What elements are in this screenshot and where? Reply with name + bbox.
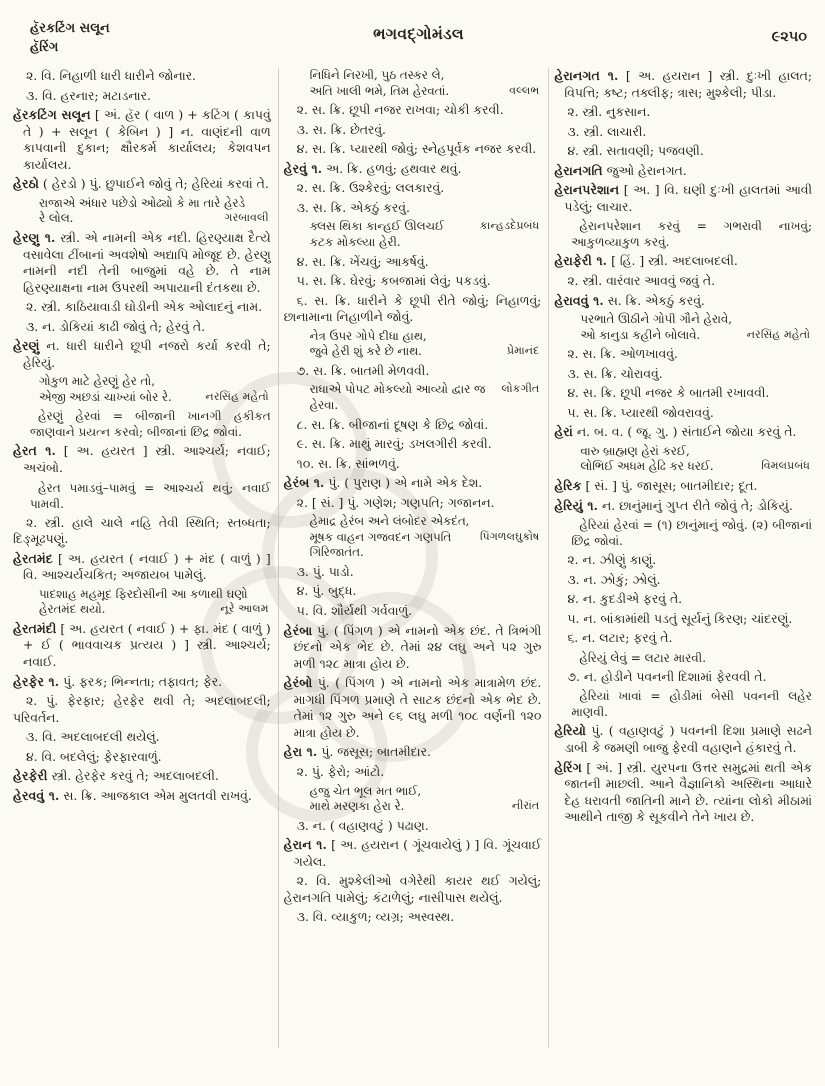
quote-line: નૂરે આલમ હેરતમંદ થયો. [39,602,269,617]
verse-quote [554,444,812,475]
quote-attribution: ગરબાવલી [224,211,269,225]
dictionary-entry: હૅરકટિંગ સલૂન [ અં. હૅર ( વાળ ) + કટિંગ ( કાપવું તે ) + સલૂન ( કેબિન ) ] ન. વાણંદની વાળ કાપવાની દુકાન; ક્ષૌરકર્મ કાર્યાલય; કેશવપન કાર્યાલય. [13,107,271,172]
quote-attribution: નૂરે આલમ [220,602,269,616]
sense-line: ૫. ન. બાંકામાંથી પડતું સૂર્યનું કિરણ; ચાંદરણું. [567,610,793,626]
verse-quote [13,374,271,405]
headword: હેરંબો [283,675,313,691]
headword: હેરાનપરેશાન [554,182,620,198]
sense-line: ૨. સ્ત્રી. નુકસાન. [567,104,651,120]
quote-line: ગરબાવલી રે લોલ. [39,211,269,226]
quote-line: રાજાએ અંધાર પછેડો ઓઢ્યો કે મા તારે હેરડે [39,195,245,210]
sense-line: ૩. વિ. વ્યાકુળ; વ્યગ્ર; અસ્વસ્થ. [296,909,455,925]
text-columns [8,66,819,1082]
headword: હેરાં [554,424,573,440]
quote-line: પરભાતે ઊઠીને ગોપી ગૌને હેરાવે, [580,312,732,327]
quote-attribution: નરસિંહ મહેતો [746,327,811,341]
sense-line: ૩. ન. ઝોકું; ઝોલું. [567,571,661,587]
headword: હેરાન ૧. [283,837,327,853]
sense-line: ૨. સ. ક્રિ. ઓળખાવવું. [567,346,678,362]
sense-line: ૩. સ્ત્રી. લાચારી. [567,123,647,139]
dictionary-entry: હેરવવું ૧. સ. ક્રિ. આજકાલ એમ મુલતવી રાખવું. [13,787,252,803]
running-head-last-entry: હૅરિંગ [30,39,59,55]
sense-line: ૪. સ. ક્રિ. છૂપી નજર કે બાતમી રખાવવી. [567,385,770,401]
sense-line: ૩. વિ. હરનાર; મટાડનાર. [26,87,151,103]
quote-line: પ્રેમાનંદ જુવે હેરી શું કરે છે નાથ. [309,344,540,359]
quote-line: વલ્લભ અતિ ખાલી ભમે, તિમ હેરવતાં. [309,83,540,98]
dictionary-entry: હેરાનગત ૧. [ અ. હયરાન ] સ્ત્રી. દુઃખી હાલત; વિપત્તિ; કષ્ટ; તક્લીફ; ત્રાસ; મુશ્કેલી; પીડા. [554,68,813,100]
quote-attribution: કાન્હડદેપ્રબંધ [479,219,540,233]
sense-line: ૨. સ. ક્રિ. છૂપી નજર રાખવા; ચોકી કરવી. [296,102,504,118]
verse-quote [284,784,542,815]
headword: હેરંબા [283,622,313,638]
dictionary-entry: હેરંબા પું. ( પિંગળ ) એ નામનો એક છંદ. તે ત્રિભંગી છંદનો એક ભેદ છે. તેમાં ૨૪ લઘુ અને ૫૨ ગુરુ મળી ૧૨૮ માત્રા હોય છે. [283,622,542,671]
headword: હેરિયું ૧. [554,497,599,513]
headword: હેરતમંદી [13,620,57,636]
dictionary-entry: હેરફેરી સ્ત્રી. હેરફેર કરવું તે; અદલાબદલી. [13,768,219,784]
dictionary-entry: હેરતમંદ [ અ. હયરત ( નવાઈ ) + મંદ ( વાળું ) ] વિ. આશ્ચર્યચકિત; અજાયબ પામેલું. [13,550,271,583]
idiom-line: હેરણું હેરવાં = બીજાની ખાનગી હકીકત જાણવાને પ્રયત્ન કરવો; બીજાનાં છિદ્ર જોવાં. [30,409,271,440]
quote-attribution: પિંગળલઘુકોષ [479,529,540,543]
quote-line: નરસિંહ મહેતો એજી અછડાં ચાખ્યાં બોર રે. [39,389,269,404]
sense-line: ૬. ન. લટાર; ફરવું તે. [567,630,673,646]
quote-line: લોકગીત રાધાએ પોપટ મોકલ્યો આવ્યો દ્વાર જ હેરવા. [309,382,540,412]
running-header [30,20,807,66]
column-1 [8,66,278,1082]
sense-line: ૨. [ સં. ] પું. ગણેશ; ગણપતિ; ગજાનન. [296,494,495,510]
dictionary-entry: હેરાનપરેશાન [ અ. ] વિ. ઘણી દુઃખી હાલતમાં આવી પડેલું; લાચાર. [554,182,813,214]
headword: હેરણુ ૧. [13,229,56,245]
sense-line: ૩. સ. ક્રિ. છેતરવું. [296,121,386,137]
verse-quote [284,382,542,413]
idiom-line: હેરિયું લેવું = લટાર મારવી. [579,650,707,665]
dictionary-entry: હેરાનગતિ જુઓ હેરાનગત. [554,162,687,178]
headword: હેરંબ ૧. [283,475,325,491]
column-3 [549,66,819,1082]
dictionary-entry: હેરતમંદી [ અ. હયરત ( નવાઈ ) + ફા. મંદ ( વાળું ) + ઈ ( ભાવવાચક પ્રત્યય ) ] સ્ત્રી. આશ્ચર્ય; નવાઈ. [13,620,271,670]
dictionary-entry: હેરંબો પું. ( પિંગળ ) એ નામનો એક માત્રામેળ છંદ. માગધી પિંગળ પ્રમાણે તે સાટક છંદનો એક ભેદ છે. તેમાં ૧૨ ગુરુ અને ૯૬ લઘુ મળી ૧૦૮ વર્ણની ૧૨૦ માત્રા હોય છે. [283,675,542,740]
dictionary-entry: હેરણું ન. ધારી ધારીને છૂપી નજરો કર્યા કરવી તે; હેરિયું. [13,338,271,370]
column-2 [279,66,549,1082]
sense-line: ૨. પું. ફેરફાર; હેરફેર થવી તે; અદલાબદલી; પરિવર્તન. [13,693,271,725]
sense-line: ૨. સ્ત્રી. વારંવાર આવવું જવું તે. [567,272,716,288]
sense-line: ૩. સ. ક્રિ. ચોરાવવું. [567,365,663,381]
sense-line: ૨. ન. ઝીણું કાણું. [567,552,657,568]
headword: હેરત ૧. [13,443,56,459]
headword: હેરાનગત ૧. [554,68,619,83]
dictionary-entry: હેરિક [ સં. ] પું. જાસૂસ; બાતમીદાર; દૂત. [554,478,758,494]
dictionary-entry: હેરાં ન. બ. વ. ( જૂ. ગુ. ) સંતાઈને જોયા કરવું તે. [554,424,797,440]
column-rule [548,68,549,1048]
quote-line: નરસિંહ મહેતો ઓ કાનુડા કહીને બોલાવે. [580,327,811,342]
sense-line: ૫. વિ. શૌર્યથી ગર્વવાળું. [296,603,413,619]
quote-line: વારુ બ્રાહ્મણ હેરાં કરઈ, [580,443,690,458]
sense-line: ૨. સ્ત્રી. હાલે ચાલે નહિ તેવી સ્થિતિ; સ્તબ્ધતા; દિઙ્મૂઢપણું. [13,514,271,547]
verse-quote [13,587,271,618]
quote-line: હજુ ચેત ભૂલ મત ભાઈ, [309,783,422,798]
quote-line: કાન્હડદેપ્રબંધ ક્લસ થિકા કાન્હઈ ઊલચઈ કટક મોકલ્યા હેરી. [309,219,540,249]
headword: હેરિક [554,478,582,494]
verse-quote [13,196,271,227]
column-rule [278,68,279,1048]
sense-line: ૨. સ. ક્રિ. ઉશ્કેરવું; લલકારવું. [296,180,445,196]
sense-line: ૯. સ. ક્રિ. માથું મારવું; ડખલગીરી કરવી. [296,436,492,452]
sense-line: ૪. વિ. બદલેલું; ફેરફારવાળું. [26,748,162,764]
sense-line: ૪. ન. કુદડીએ ફરવું તે. [567,591,683,607]
headword: હેરઠો [13,176,39,192]
quote-attribution: નરસિંહ મહેતો [205,389,269,403]
quote-attribution: લોકગીત [501,382,540,396]
verse-quote [284,329,542,360]
sense-line: ૪. પું. બુદ્ધ. [296,583,357,599]
sense-line: ૫. સ. ક્રિ. ઘેરવું; કબજામાં લેવું; પકડવું. [296,273,491,289]
verse-quote [284,514,542,561]
running-head-first-entry: હૅરકટિંગ સલૂન [30,21,110,36]
quote-line: ગોકુળ માટે હેરણું હેર તો, [39,374,155,389]
verse-quote [284,219,542,250]
dictionary-entry: હેરિયું ૧. ન. છાનુંમાનું ગુપ્ત રીતે જોવું તે; ડોકિયું. [554,497,793,513]
page-number: ૯૨૫૦ [771,28,807,45]
dictionary-entry: હેરાન ૧. [ અ. હયરાન ( ગૂંચવાયેલું ) ] વિ. ગૂંચવાઈ ગયેલ. [283,837,542,869]
headword: હેરફેરી [13,768,48,784]
quote-attribution: નીરાંત [511,799,540,813]
dictionary-entry: હેરિંગ [ અં. ] સ્ત્રી. યુરપના ઉત્તર સમુદ્રમાં થતી એક જાતની માછલી. આને વૈજ્ઞાનિકો અસ્થિના આધારે દેહ ધરાવતી જાતિની માને છે. ત્યાંના લોકો મીઠામાં આથીને તાજી કે સૂકવીને તેને ખાય છે. [554,759,813,825]
dictionary-entry: હેરાફેરી ૧. [ હિં. ] સ્ત્રી. અદલાબદલી. [554,253,738,269]
quote-line: નિધિને નિરખી, પુઠ તસ્કર લે, [309,68,445,82]
sense-line: ૪. સ. ક્રિ. પ્યારથી જોવું; સ્નેહપૂર્વક નજર કરવી. [296,141,537,157]
sense-line: ૫. સ. ક્રિ. પ્યારથી જોવરાવવું. [567,404,714,420]
dictionary-entry: હેરઠો ( હેરડો ) પું. છુપાઈને જોવું તે; હેરિયાં કરવાં તે. [13,176,269,192]
sense-line: ૪. સ્ત્રી. સતાવણી; પજવણી. [567,143,704,159]
quote-line: હેમાદ્ર હેરંબ અને લંબોદર એકદંત, [309,514,470,529]
quote-line: પાદશાહ મહમૂદ ફિરદોસીની આ કળાથી ઘણો [39,586,248,601]
idiom-line: હેરત પમાડવું–પામવું = આશ્ચર્ય થવું; નવાઈ પામવી. [30,480,271,511]
headword: હેરિંગ [554,759,582,775]
sense-line: ૩. સ. ક્રિ. એકઠું કરવું. [296,199,410,215]
idiom-line: હેરિયાં હેરવાં = (૧) છાનુંમાનું જોવું. (૨) બીજાનાં છિદ્ર જોવાં. [571,518,813,549]
book-title: ભગવદ્ગોમંડલ [373,24,464,43]
quote-line: વિમલપ્રબંધ લોભિઈ અધમ હેઢિ કર ધરઈ. [580,459,811,474]
headword: હેરિયો [554,723,587,739]
headword: હેરા ૧. [283,744,318,760]
headword: હેરફેર ૧. [13,673,60,689]
quote-line: નેત્ર ઉપર ગોપે દીધા હાથ, [309,328,427,343]
headword: હેરાવવું ૧. [554,292,604,308]
dictionary-entry: હેરા ૧. પું. જસૂસ; બાતમીદાર. [283,744,431,760]
sense-line: ૮. સ. ક્રિ. બીજાનાં દૂષણ કે છિદ્ર જોવાં. [296,416,489,432]
quote-attribution: વિમલપ્રબંધ [761,459,811,473]
verse-quote [284,68,542,99]
sense-line: ૭. ન. હોડીને પવનની દિશામાં ફેરવવી તે. [567,668,767,684]
sense-line: ૭. સ. ક્રિ. બાતમી મેળવવી. [296,362,430,378]
sense-line: ૬. સ. ક્રિ. ધારીને કે છૂપી રીતે જોવું; નિહાળવું; છાનામાના નિહાળીને જોવું. [283,292,542,325]
running-head-left [30,20,110,58]
idiom-line: હેરિયાં ખાવાં = હોડીમાં બેસી પવનની લહેર માણવી. [571,689,813,720]
dictionary-entry: હેરત ૧. [ અ. હયરત ] સ્ત્રી. આશ્ચર્ય; નવાઈ; અચંબો. [13,443,271,476]
sense-line: ૨. વિ. નિહાળી ધારી ધારીને જોનાર. [26,68,196,83]
headword: હેરણું [13,338,40,354]
headword: હેરવું ૧. [283,160,323,176]
headword: હેરતમંદ [13,550,53,566]
sense-line: ૩. ન. ( વહાણવટું ) પઢાણ. [296,817,429,833]
dictionary-entry: હેરફેર ૧. પું. ફરક; ભિન્નતા; તફાવત; ફેર. [13,673,223,689]
quote-attribution: વલ્લભ [509,83,540,97]
sense-line: ૨. સ્ત્રી. કાઠિયાવાડી ઘોડીની એક ઓલાદનું નામ. [26,299,263,315]
idiom-line: હેરાનપરેશાન કરવું = ગભરાવી નાખવું; આકુળવ્યાકુળ કરવું. [571,219,813,250]
quote-attribution: પ્રેમાનંદ [506,344,540,358]
dictionary-entry: હેરવું ૧. અ. ક્રિ. હળવું; હથવાર થવું. [283,160,462,176]
quote-line: નીરાંત માથે મરણકા હેરા રે. [309,799,540,814]
headword: હેરાફેરી ૧. [554,253,608,269]
dictionary-entry: હેરણુ ૧. સ્ત્રી. એ નામની એક નદી. હિરણ્યાક્ષ દૈત્યે વસાવેલા ટીંબાનાં અવશેષો અદ્યાપિ મોજૂદ છે. હેરણુ નામની નદી તેની બાજુમાં વહે છે. તે નામ હિરણ્યાક્ષના નામ ઉપરથી અપાયાની દંતકથા છે. [13,229,271,295]
quote-line: પિંગળલઘુકોષ મૂષક વાહન ગજવદન ગણપતિ ગિરિજાતંત. [309,529,540,560]
sense-line: ૪. સ. ક્રિ. ખેંચવું; આકર્ષવું. [296,253,429,269]
dictionary-entry: હેરંબ ૧. પું. ( પુરાણ ) એ નામે એક દેશ. [283,475,483,491]
dictionary-entry: હેરાવવું ૧. સ. ક્રિ. એકઠું કરવું. [554,292,705,308]
sense-line: ૩. પું. પાડો. [296,563,354,579]
headword: હેરવવું ૧. [13,787,60,803]
headword: હૅરકટિંગ સલૂન [13,107,91,123]
sense-line: ૩. વિ. અદલાબદલી થયેલું. [26,729,160,745]
sense-line: ૨. વિ. મુશ્કેલીઓ વગેરેથી કાયર થઈ ગયેલું; હેરાનગતિ પામેલું; કંટાળેલું; નાસીપાસ થયેલું. [283,873,542,905]
sense-line: ૩. ન. ડોકિયાં કાઢી જોવું તે; હેરવું તે. [26,318,206,334]
verse-quote [554,312,812,343]
headword: હેરાનગતિ [554,162,603,178]
sense-line: ૨. પું. ફેરો; આંટો. [296,763,385,779]
sense-line: ૧૦. સ. ક્રિ. સાંભળવું. [296,455,400,471]
dictionary-entry: હેરિયો પું. ( વહાણવટું ) પવનની દિશા પ્રમાણે સઢને ડાબી કે જમણી બાજુ ફેરવી વહાણને હંકારવું તે. [554,723,813,756]
